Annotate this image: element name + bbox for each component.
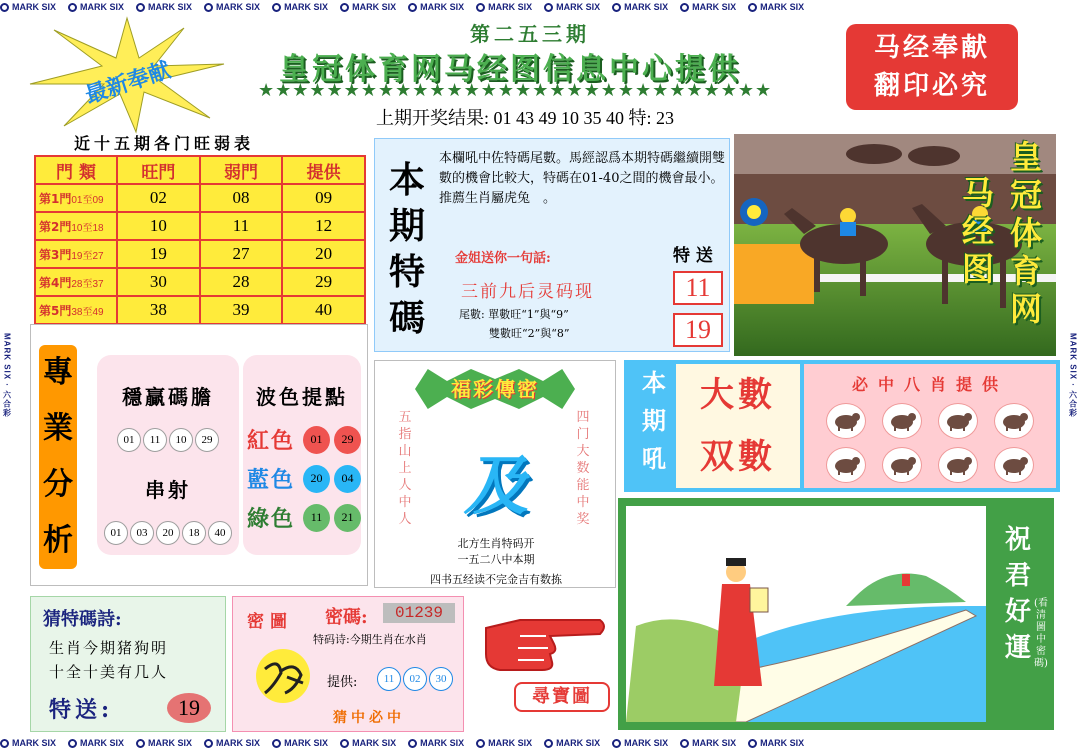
gift-number: 11	[673, 271, 723, 305]
row-label: 第4門28至37	[35, 268, 117, 296]
rat-icon	[882, 403, 922, 439]
sister-label: 金姐送你一句話:	[455, 251, 551, 266]
secret-code: 01239	[383, 603, 455, 623]
color-label: 紅色	[246, 428, 295, 454]
horse-race-photo	[734, 134, 1056, 356]
secret-label: 密圖	[247, 612, 293, 632]
border-label: MARK SIX	[340, 738, 396, 748]
row-label: 第3門19至27	[35, 240, 117, 268]
border-label: MARK SIX	[748, 2, 804, 12]
color-ball: 04	[334, 465, 361, 493]
number-ball: 30	[429, 667, 453, 691]
pointing-hand-icon	[480, 608, 610, 678]
stable-card	[97, 355, 239, 555]
color-ball: 29	[334, 426, 361, 454]
strong-value: 10	[117, 212, 200, 240]
welfare-title: 福彩傳密	[451, 377, 539, 401]
number-ball: 02	[403, 667, 427, 691]
weak-value: 11	[200, 212, 283, 240]
guess-line1: 生肖今期猪狗明	[49, 639, 169, 657]
color-label: 綠色	[246, 506, 295, 532]
border-label: MARK SIX	[680, 738, 736, 748]
table-row	[35, 184, 365, 212]
welfare-line2: 一五二八中本期	[457, 553, 535, 566]
dog-icon	[938, 403, 978, 439]
table-row	[35, 240, 365, 268]
strong-value: 02	[117, 184, 200, 212]
strong-value: 30	[117, 268, 200, 296]
secret-numbers	[377, 667, 453, 691]
color-ball: 11	[303, 504, 330, 532]
guess-special-label: 特送:	[49, 697, 114, 723]
big-word: 大數	[700, 375, 776, 415]
header-weak: 弱門	[200, 156, 283, 184]
scholar-illustration	[626, 506, 986, 722]
big-number-heading: 本 期 吼	[642, 368, 666, 473]
last-result-numbers: 01 43 49 10 35 40	[493, 108, 625, 128]
zodiac-box	[804, 364, 1056, 488]
snake-icon	[882, 447, 922, 483]
gift-label: 特 送	[673, 246, 713, 266]
border-label: MARK SIX	[0, 2, 56, 12]
zodiac-title: 必中八肖提供	[851, 375, 1008, 394]
star-divider: ★★★★★★★★★★★★★★★★★★★★★★★★★★★★★★	[258, 80, 773, 101]
bottom-border	[0, 736, 1080, 750]
row-label: 第2門10至18	[35, 212, 117, 240]
weak-value: 28	[200, 268, 283, 296]
guess-poem-panel	[30, 596, 226, 732]
border-label: MARK SIX	[68, 738, 124, 748]
photo-caption-left: 马 经 图	[961, 174, 994, 288]
lucky-phrase: 三前九后灵码现	[461, 282, 594, 302]
welfare-right-vertical: 四门大数能中奖	[576, 410, 590, 527]
expert-analysis-panel	[30, 324, 368, 586]
good-luck-text: 祝 君 好 運	[1004, 525, 1031, 663]
secret-code-label: 密碼:	[325, 607, 368, 628]
pig-icon	[994, 403, 1034, 439]
treasure-map-button[interactable]: 尋寶圖	[514, 682, 610, 712]
number-ball: 11	[377, 667, 401, 691]
provide-value: 40	[282, 296, 365, 324]
border-label: MARK SIX	[612, 2, 668, 12]
header-strong: 旺門	[117, 156, 200, 184]
last-result-special: 23	[656, 108, 675, 128]
secret-poem: 特码诗:今期生肖在水肖	[313, 633, 427, 646]
starburst-text: 最新奉献	[82, 56, 174, 109]
border-label: MARK SIX	[136, 2, 192, 12]
issue-number: 第二五三期	[470, 22, 590, 46]
provide-value: 12	[282, 212, 365, 240]
welfare-line1: 北方生肖特码开	[457, 537, 535, 550]
border-label: MARK SIX	[272, 738, 328, 748]
wave-card	[243, 355, 361, 555]
strength-table	[34, 155, 366, 325]
number-ball: 29	[195, 428, 219, 452]
strong-value: 19	[117, 240, 200, 268]
border-label: MARK SIX	[68, 2, 124, 12]
table-header-row	[35, 156, 365, 184]
special-code-text: 本欄吼中佐特碼尾數。馬經認爲本期特碼繼續開雙數的機會比較大，特碼在01-40之間的機會最小。推薦生肖屬虎兔 。	[439, 151, 726, 206]
copyright-badge	[846, 24, 1018, 110]
header-category: 門 類	[35, 156, 117, 184]
welfare-lottery-panel	[374, 360, 616, 588]
border-label: MARK SIX	[544, 738, 600, 748]
weak-value: 39	[200, 296, 283, 324]
color-ball: 01	[303, 426, 330, 454]
chain-numbers	[97, 521, 239, 545]
border-label: MARK SIX	[204, 738, 260, 748]
border-label: MARK SIX	[0, 738, 56, 748]
strong-value: 38	[117, 296, 200, 324]
border-label: MARK SIX	[136, 738, 192, 748]
guess-title: 猜特碼詩:	[43, 609, 122, 630]
expert-heading: 專 業 分 析	[39, 345, 77, 569]
secret-scribble-icon	[251, 647, 315, 705]
tail-note: 尾數: 單數旺“1”與“9” 雙數旺“2”與“8”	[459, 308, 570, 340]
number-ball: 20	[156, 521, 180, 545]
border-label: MARK SIX	[680, 2, 736, 12]
row-label: 第5門38至49	[35, 296, 117, 324]
big-number-panel	[624, 360, 1060, 492]
color-ball: 21	[334, 504, 361, 532]
provide-value: 20	[282, 240, 365, 268]
secret-provide-label: 提供:	[327, 675, 358, 690]
number-ball: 40	[208, 521, 232, 545]
table-row	[35, 212, 365, 240]
photo-caption-right: 皇 冠 体 育 网	[1009, 138, 1042, 328]
guess-special-number: 19	[167, 693, 211, 723]
weak-value: 27	[200, 240, 283, 268]
right-border: MARK SIX · 六合彩	[1068, 332, 1078, 418]
monkey-icon	[826, 447, 866, 483]
welfare-big-char: 及	[464, 449, 528, 524]
strength-table-title: 近十五期各门旺弱表	[74, 134, 255, 153]
starburst-badge	[24, 14, 230, 134]
good-luck-panel	[618, 498, 1054, 730]
chain-title: 串射	[145, 478, 191, 502]
color-row	[243, 463, 361, 494]
gift-number: 19	[673, 313, 723, 347]
number-ball: 18	[182, 521, 206, 545]
table-row	[35, 268, 365, 296]
copyright-line2: 翻印必究	[873, 71, 990, 101]
border-label: MARK SIX	[408, 738, 464, 748]
stable-numbers	[97, 428, 239, 452]
left-border: MARK SIX · 六合彩	[2, 332, 12, 418]
wave-title: 波色提點	[256, 385, 348, 409]
border-label: MARK SIX	[476, 2, 532, 12]
color-label: 藍色	[246, 467, 295, 493]
page-title: 皇冠体育网马经图信息中心提供	[279, 52, 741, 87]
number-ball: 10	[169, 428, 193, 452]
border-label: MARK SIX	[476, 738, 532, 748]
provide-value: 29	[282, 268, 365, 296]
horse-icon	[938, 447, 978, 483]
copyright-line1: 马经奉献	[873, 33, 990, 63]
even-word: 双數	[700, 437, 776, 477]
color-row	[243, 502, 361, 533]
secret-footer: 猜中必中	[333, 710, 405, 726]
number-ball: 11	[143, 428, 167, 452]
row-label: 第1門01至09	[35, 184, 117, 212]
luck-hint: (看清圖中密碼)	[1034, 598, 1048, 669]
number-ball: 01	[104, 521, 128, 545]
stable-title: 穩贏碼膽	[122, 385, 214, 409]
top-border	[0, 0, 1080, 14]
number-ball: 03	[130, 521, 154, 545]
provide-value: 09	[282, 184, 365, 212]
special-code-panel	[374, 138, 730, 352]
guess-line2: 十全十美有几人	[49, 663, 169, 681]
border-label: MARK SIX	[340, 2, 396, 12]
scholar-lake-scene	[626, 506, 986, 722]
table-row	[35, 296, 365, 324]
number-ball: 01	[117, 428, 141, 452]
weak-value: 08	[200, 184, 283, 212]
header-provide: 提供	[282, 156, 365, 184]
secret-map-panel	[232, 596, 464, 732]
big-number-words	[676, 364, 800, 488]
welfare-left-vertical: 五指山上人中人	[398, 410, 412, 527]
border-label: MARK SIX	[612, 738, 668, 748]
last-result-special-label: 特:	[628, 108, 652, 128]
last-result-label: 上期开奖结果:	[376, 108, 490, 128]
welfare-line3: 四书五经读不完金吉有数拣	[430, 573, 562, 586]
border-label: MARK SIX	[408, 2, 464, 12]
rooster-icon	[826, 403, 866, 439]
rabbit-icon	[994, 447, 1034, 483]
color-row	[243, 424, 361, 455]
last-result	[376, 104, 674, 130]
border-label: MARK SIX	[272, 2, 328, 12]
special-code-heading: 本 期 特 碼	[388, 159, 425, 339]
border-label: MARK SIX	[544, 2, 600, 12]
border-label: MARK SIX	[204, 2, 260, 12]
border-label: MARK SIX	[748, 738, 804, 748]
color-ball: 20	[303, 465, 330, 493]
